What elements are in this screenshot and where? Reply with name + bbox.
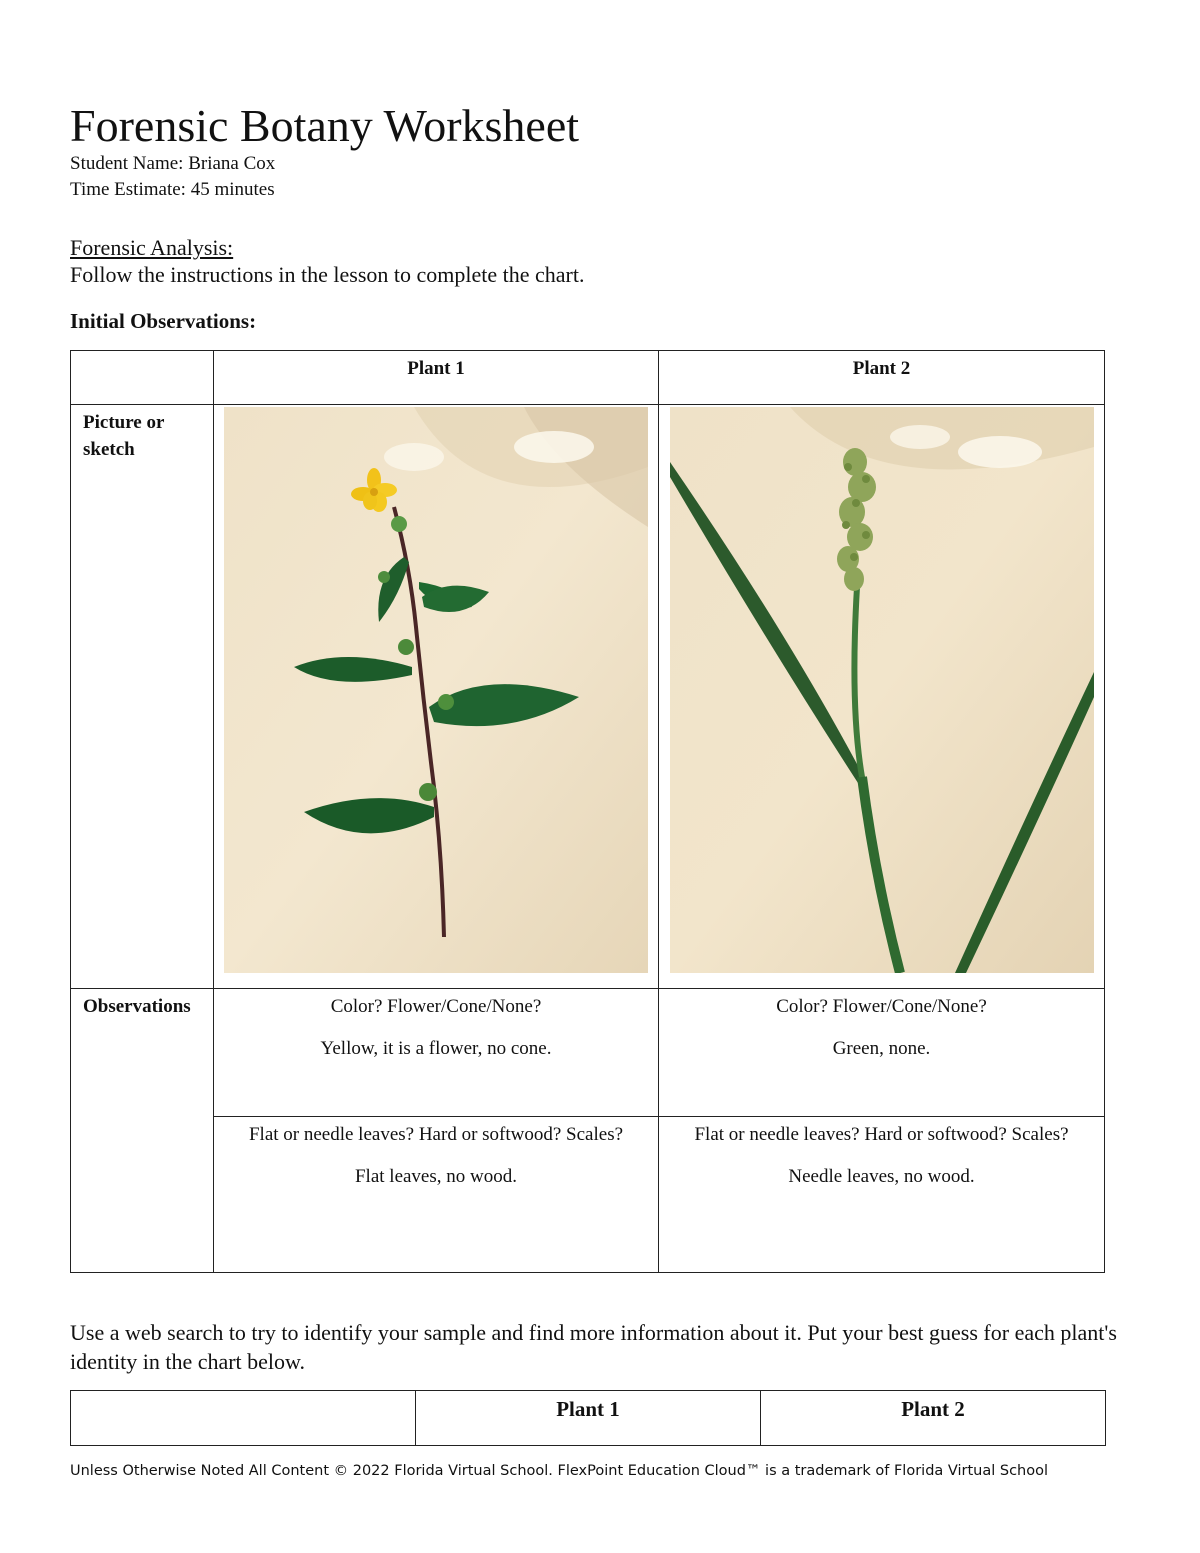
observations-row-1	[71, 989, 1105, 1117]
student-name: Student Name: Briana Cox	[70, 153, 276, 174]
section-heading: Forensic Analysis:	[70, 235, 234, 260]
picture-row-label: Picture or sketch	[71, 405, 214, 989]
plant-2-photo-cell	[659, 405, 1105, 989]
plant-2-color-question: Color? Flower/Cone/None?	[776, 996, 987, 1017]
plant-2-color-answer: Green, none.	[832, 1038, 931, 1059]
initial-observations-heading: Initial Observations:	[70, 309, 257, 333]
plant-1-photo-cell	[214, 405, 659, 989]
header-plant-1: Plant 1	[214, 351, 659, 405]
plant-2-color-cell	[659, 989, 1105, 1117]
identification-instructions: Use a web search to try to identify your sample and find more information about it. Put your best guess for each plant's identity in the chart below.	[70, 1320, 1117, 1374]
identification-table	[70, 1390, 1106, 1446]
instructions: Follow the instructions in the lesson to complete the chart.	[70, 262, 585, 287]
ident-header-empty	[71, 1391, 416, 1446]
copyright-footer: Unless Otherwise Noted All Content © 2022 Florida Virtual School. FlexPoint Education Cloud™ is a trademark of Florida Virtual School	[70, 1463, 1049, 1479]
header-plant-2: Plant 2	[659, 351, 1105, 405]
observations-row-label: Observations	[71, 989, 214, 1273]
observations-row-2	[71, 1117, 1105, 1273]
plant-2-leaves-cell	[659, 1117, 1105, 1273]
plant-1-leaves-cell	[214, 1117, 659, 1273]
ident-header-plant-2: Plant 2	[761, 1391, 1106, 1446]
plant-1-color-question: Color? Flower/Cone/None?	[330, 996, 542, 1017]
plant-2-photo-icon	[670, 407, 1094, 973]
plant-1-color-cell	[214, 989, 659, 1117]
time-estimate: Time Estimate: 45 minutes	[70, 179, 275, 200]
plant-2-leaves-question: Flat or needle leaves? Hard or softwood? Scales?	[694, 1124, 1069, 1145]
plant-1-leaves-answer: Flat leaves, no wood.	[354, 1166, 517, 1187]
plant-2-leaves-answer: Needle leaves, no wood.	[788, 1166, 975, 1187]
plant-1-leaves-question: Flat or needle leaves? Hard or softwood? Scales?	[248, 1124, 624, 1145]
identification-header-row	[71, 1391, 1106, 1446]
plant-1-color-answer: Yellow, it is a flower, no cone.	[320, 1038, 552, 1059]
picture-row	[71, 405, 1105, 989]
header-empty-cell	[71, 351, 214, 405]
plant-1-photo-icon	[224, 407, 648, 973]
page-title: Forensic Botany Worksheet	[70, 100, 580, 151]
ident-header-plant-1: Plant 1	[416, 1391, 761, 1446]
observations-table	[70, 350, 1105, 1273]
table-header-row	[71, 351, 1105, 405]
